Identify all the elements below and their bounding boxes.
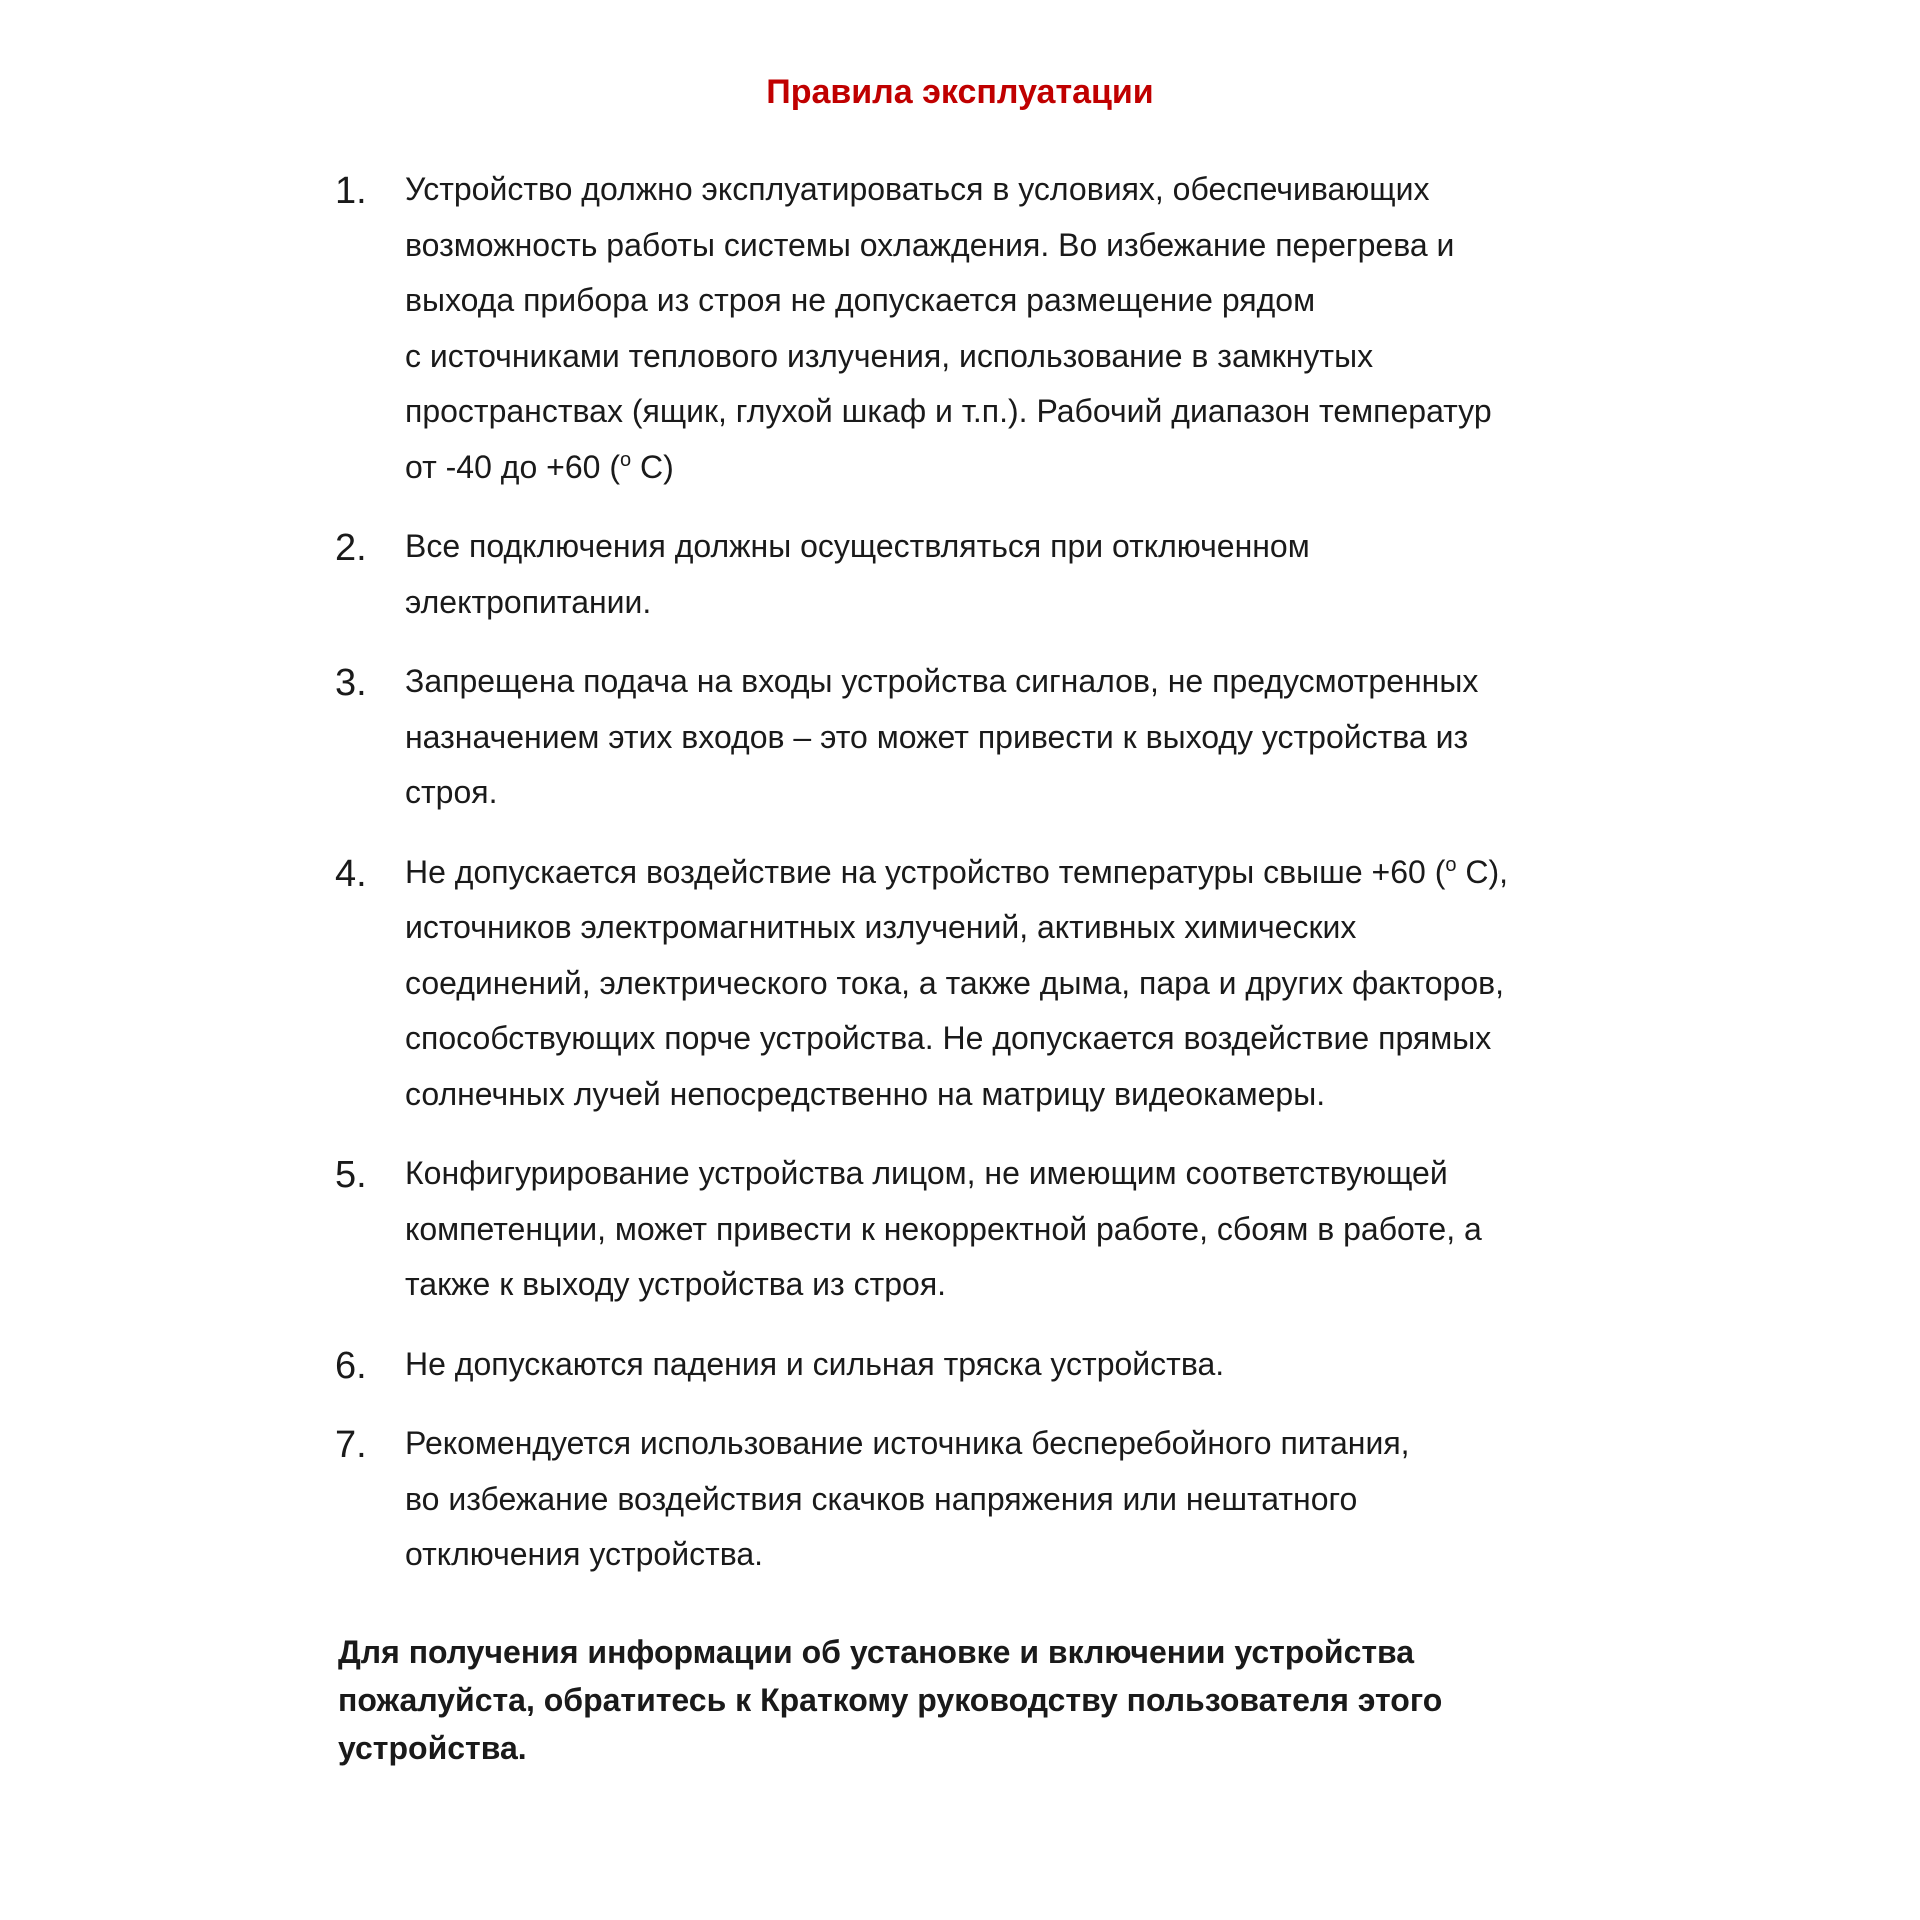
rule-number: 4. (335, 852, 367, 895)
rule-text: Запрещена подача на входы устройства сигналов, не предусмотренных назначением этих входов – это может привести к выходу устройства из строя. (405, 663, 1479, 810)
footer-note: Для получения информации об установке и включении устройства пожалуйста, обратитесь к Краткому руководству пользователя этого устройства. (338, 1634, 1443, 1766)
rule-item-6 (335, 1337, 1670, 1393)
rule-text: Не допускаются падения и сильная тряска устройства. (405, 1345, 1225, 1382)
rule-text-part: С), источников электромагнитных излучений, активных химических соединений, электрического тока, а также дыма, пара и других факторов, способствующих порче устройства. Не допускается воздействие прямых солнечных лучей непосредственно на матрицу видеокамеры. (405, 853, 1509, 1112)
rule-item-5 (335, 1146, 1670, 1313)
rule-number: 2. (335, 527, 367, 569)
rule-item-1 (335, 162, 1670, 495)
rule-number: 1. (335, 170, 367, 212)
rules-list (335, 162, 1670, 1607)
rule-text: Рекомендуется использование источника бесперебойного питания, во избежание воздействия скачков напряжения или нештатного отключения устройства. (405, 1425, 1410, 1572)
rule-number: 5. (335, 1154, 367, 1196)
rule-number: 3. (335, 662, 367, 704)
rule-item-2 (335, 519, 1670, 630)
rule-text (405, 162, 1670, 495)
page-title: Правила эксплуатации (766, 73, 1154, 111)
rule-item-7 (335, 1416, 1670, 1583)
degree-superscript: o (1445, 853, 1457, 876)
rule-text-part: Устройство должно эксплуатироваться в условиях, обеспечивающих возможность работы системы охлаждения. Во избежание перегрева и выхода прибора из строя не допускается размещение рядом с источниками теплового излучения, использование в замкнутых пространствах (ящик, глухой шкаф и т.п.). Рабочий диапазон температур от -40 до +60 ( (405, 171, 1492, 485)
rule-number: 7. (335, 1424, 367, 1466)
rule-text-part: С) (631, 448, 674, 485)
rule-text: Все подключения должны осуществляться при отключенном электропитании. (405, 528, 1310, 620)
degree-superscript: o (619, 448, 632, 471)
rule-item-4 (335, 845, 1670, 1123)
rule-text (405, 845, 1670, 1123)
rule-number: 6. (335, 1344, 367, 1387)
rule-item-3 (335, 654, 1670, 821)
rule-text-part: Не допускается воздействие на устройство температуры свыше +60 ( (405, 853, 1446, 890)
rule-text: Конфигурирование устройства лицом, не имеющим соответствующей компетенции, может привести к некорректной работе, сбоям в работе, а также к выходу устройства из строя. (405, 1155, 1482, 1302)
